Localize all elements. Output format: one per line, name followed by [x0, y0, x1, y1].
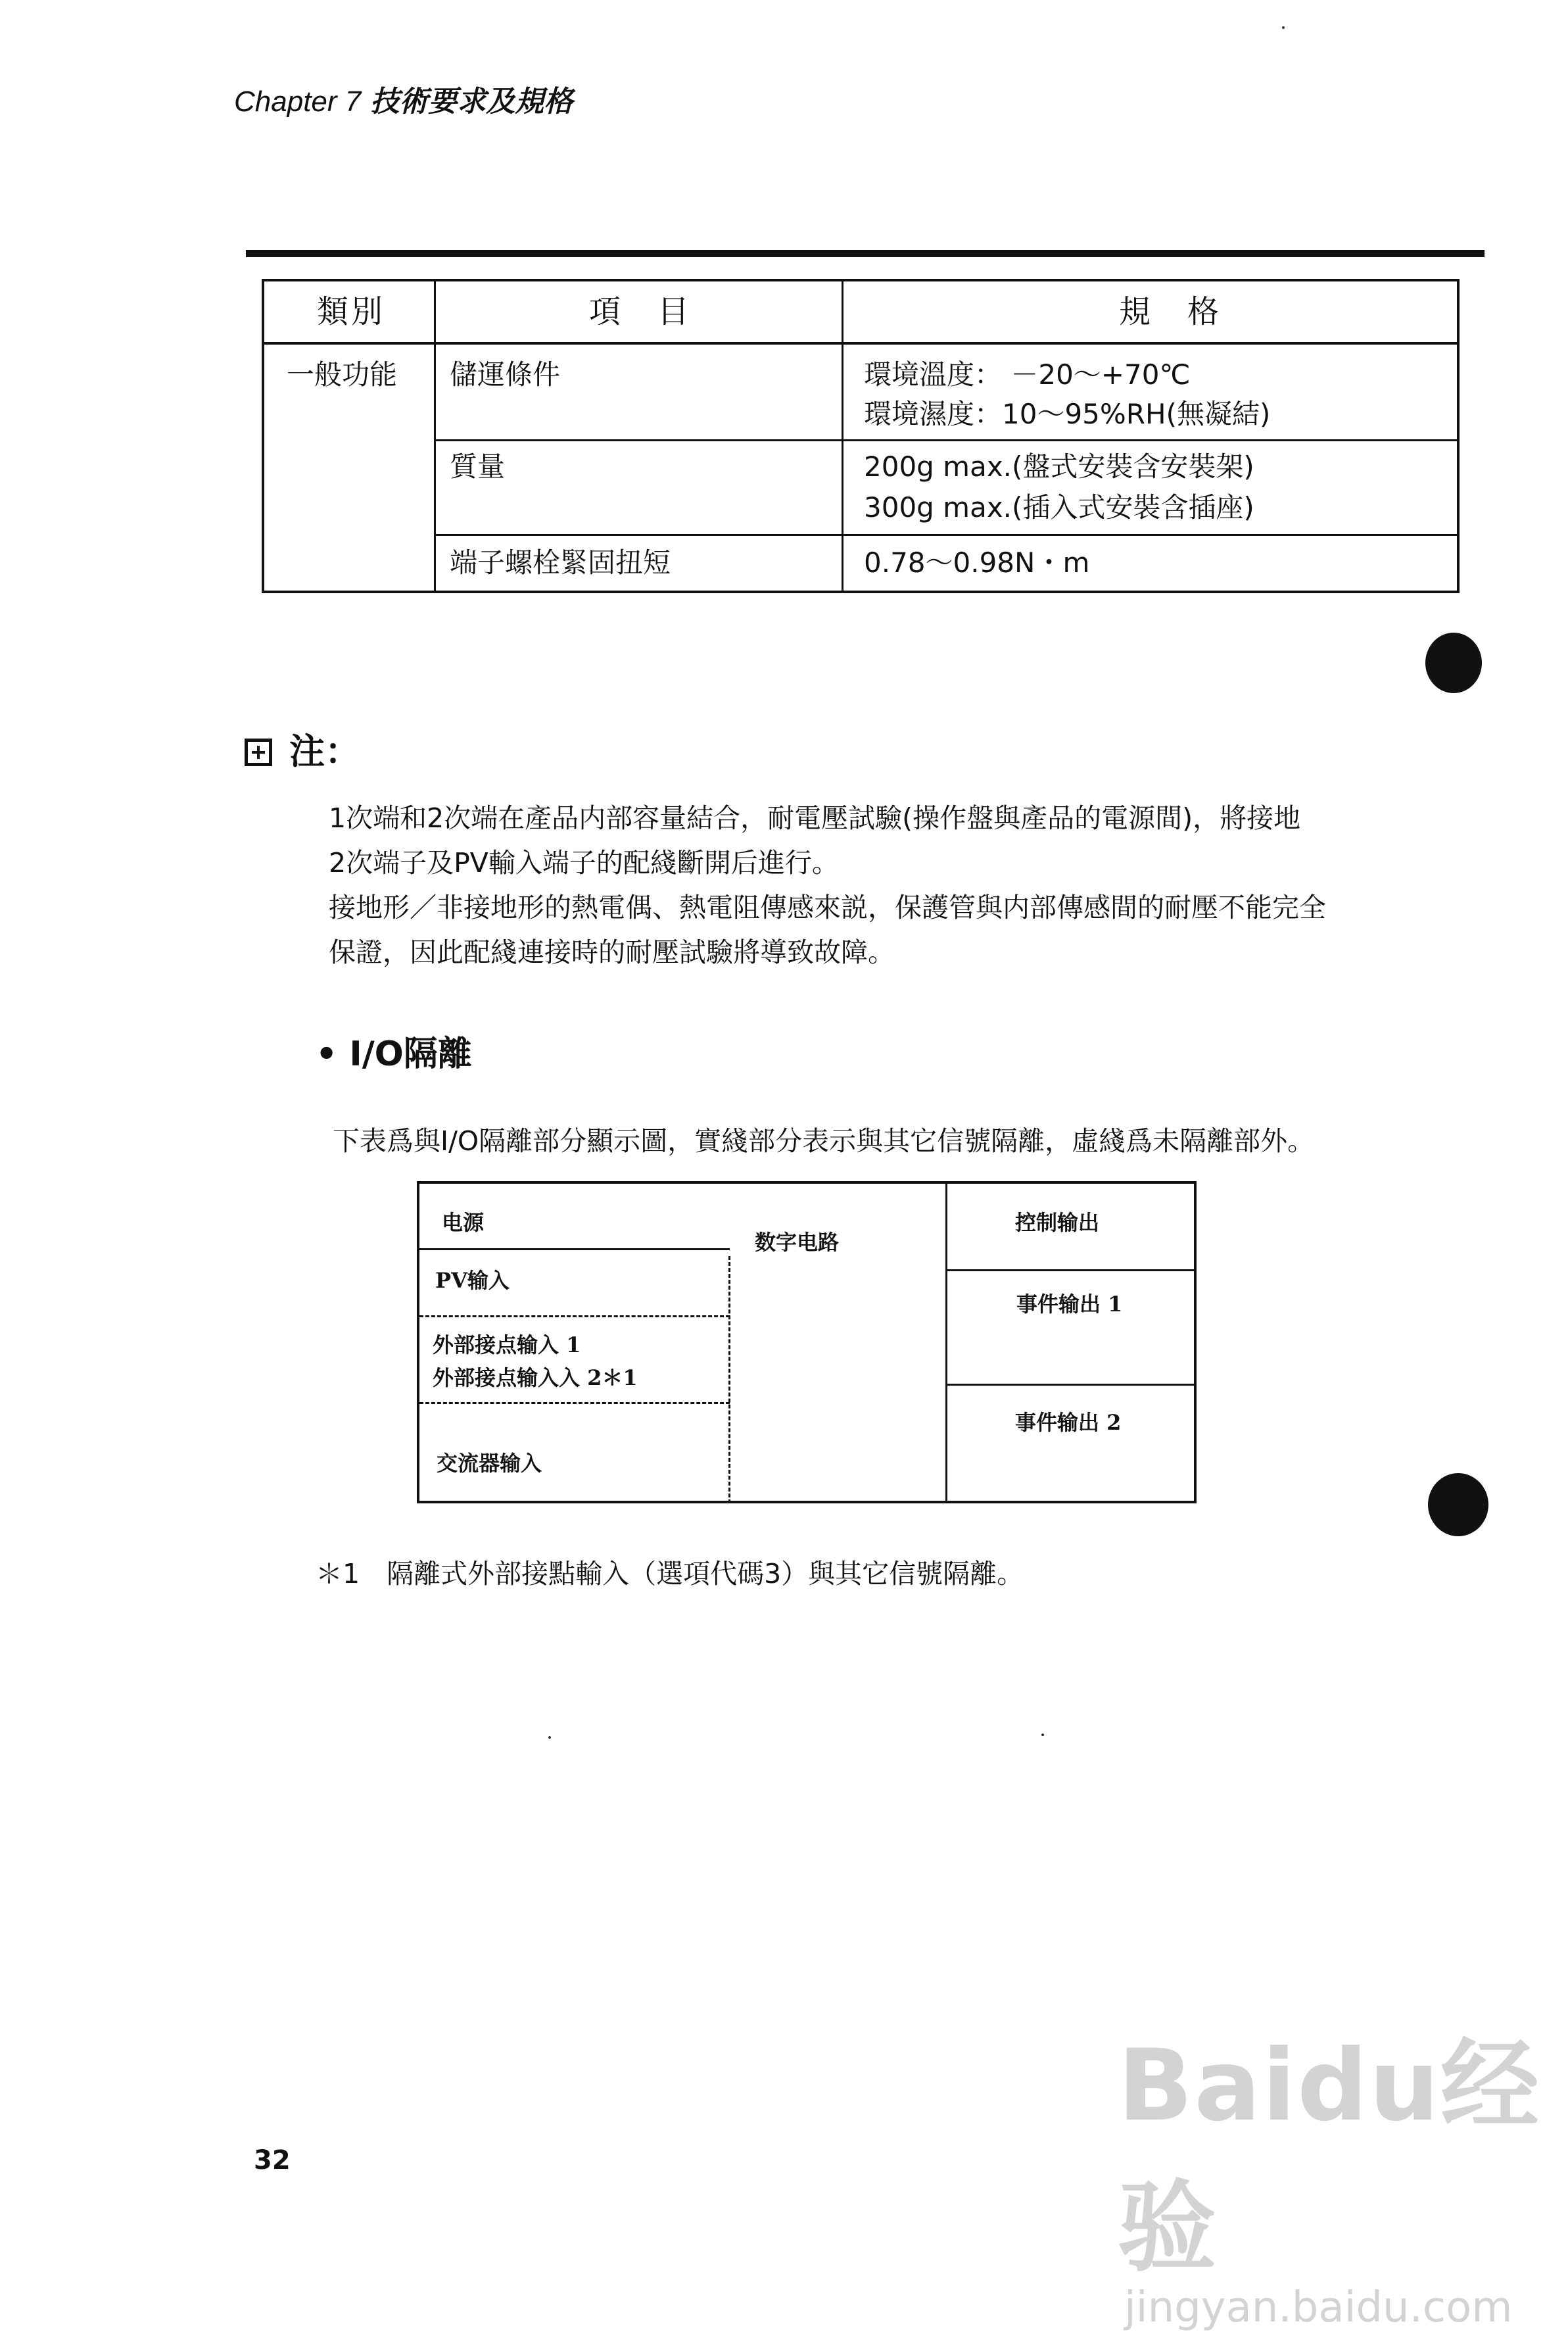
notes-heading-text: 注： [289, 731, 360, 772]
event-output-2-label: 事件输出 2 [1015, 1410, 1122, 1435]
watermark-url: jingyan.baidu.com [1124, 2283, 1513, 2332]
footnote: ＊1 隔離式外部接點輸入（選項代碼3）與其它信號隔離。 [316, 1558, 1024, 1590]
pv-input-label: PV输入 [435, 1268, 510, 1293]
spec-cell: 0.78～0.98N・m [864, 547, 1090, 579]
note-paragraph: 保證，因此配綫連接時的耐壓試驗將導致故障。 [329, 936, 895, 968]
scan-speck [548, 1736, 551, 1739]
item-cell: 質量 [450, 450, 506, 483]
spec-cell: 200g max.(盤式安裝含安裝架) [864, 450, 1254, 483]
digital-circuit-label: 数字电路 [755, 1230, 840, 1255]
spec-cell: 300g max.(插入式安裝含插座) [864, 491, 1254, 523]
spec-cell: 環境溫度： －20～+70℃ [864, 358, 1191, 391]
punch-hole-icon [1428, 1473, 1488, 1536]
header-item: 項 目 [589, 293, 692, 330]
io-isolation-diagram [417, 1181, 1197, 1503]
io-heading: • I/O隔離 [316, 1034, 472, 1074]
io-description: 下表爲與I/O隔離部分顯示圖，實綫部分表示與其它信號隔離，虛綫爲未隔離部外。 [333, 1125, 1315, 1157]
note-paragraph: 1次端和2次端在產品内部容量結合，耐電壓試驗(操作盤與產品的電源間)，將接地 [329, 802, 1301, 834]
spec-table [262, 279, 1460, 593]
power-label: 电源 [442, 1210, 485, 1235]
table-row-rule [434, 534, 1457, 536]
table-divider [434, 281, 436, 591]
contact-input-1-label: 外部接点输入 1 [433, 1332, 581, 1357]
scan-speck [1041, 1734, 1044, 1736]
item-cell: 儲運條件 [450, 358, 561, 391]
ct-input-label: 交流器输入 [437, 1451, 542, 1476]
diagram-solid-line [419, 1248, 730, 1250]
diagram-solid-line [945, 1269, 1194, 1271]
header-category: 類別 [317, 293, 386, 330]
diagram-dashed-line [419, 1402, 730, 1404]
header-rule [246, 250, 1485, 257]
diagram-solid-line [945, 1384, 1194, 1386]
table-divider [842, 281, 843, 591]
notes-heading [245, 723, 360, 774]
contact-input-2-label: 外部接点输入入 2＊1 [433, 1365, 638, 1390]
header-spec: 規 格 [1119, 293, 1222, 330]
spec-cell: 環境濕度：10～95%RH(無凝結) [864, 398, 1271, 430]
note-box-icon [245, 739, 272, 766]
page-number: 32 [254, 2145, 291, 2175]
category-cell: 一般功能 [287, 358, 398, 391]
diagram-divider [945, 1184, 947, 1501]
table-header-rule [264, 342, 1457, 345]
punch-hole-icon [1425, 633, 1482, 693]
watermark-logo: Baidu经验 [1118, 2029, 1541, 2285]
table-row-rule [434, 439, 1457, 441]
chapter-label: Chapter 7 [234, 85, 362, 118]
watermark [1118, 2006, 1568, 2332]
note-paragraph: 接地形／非接地形的熱電偶、熱電阻傳感來説，保護管與内部傳感間的耐壓不能完全 [329, 892, 1326, 923]
note-paragraph: 2次端子及PV輸入端子的配綫斷開后進行。 [329, 847, 839, 879]
diagram-dashed-line [728, 1256, 730, 1503]
chapter-title [234, 78, 573, 120]
chapter-name: 技術要求及規格 [370, 85, 573, 118]
diagram-dashed-line [419, 1315, 730, 1317]
scan-speck [1282, 26, 1285, 29]
control-output-label: 控制输出 [1015, 1210, 1100, 1235]
item-cell: 端子螺栓緊固扭短 [450, 547, 671, 579]
event-output-1-label: 事件输出 1 [1016, 1292, 1123, 1317]
